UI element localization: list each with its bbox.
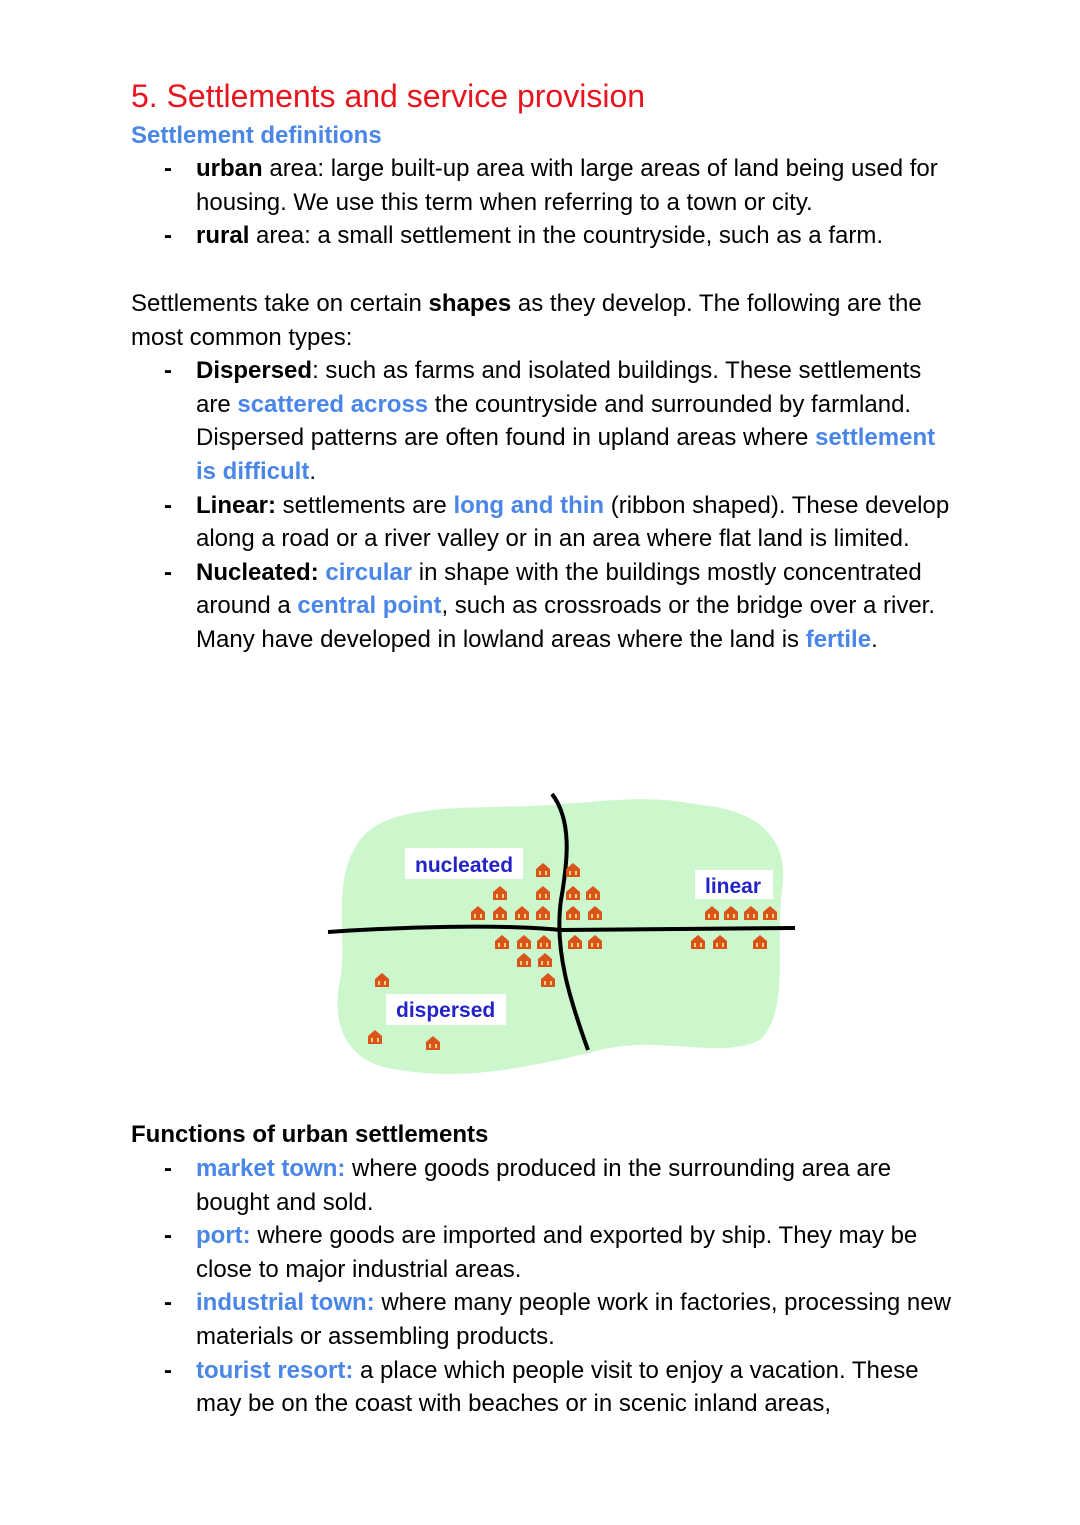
list-item: - market town: where goods produced in the surrounding area are bought and sold. — [131, 1152, 961, 1219]
label-nucleated: nucleated — [415, 854, 514, 877]
list-item-linear: - Linear: settlements are long and thin (ribbon shaped). These develop along a road or a river valley or in an area where flat land is limited. — [131, 489, 961, 556]
list-item: - industrial town: where many people work in factories, processing new materials or assembling products. — [131, 1286, 961, 1353]
label-linear: linear — [705, 875, 762, 898]
paragraph: Settlements take on certain shapes as they develop. The following are the most common types: — [131, 290, 922, 351]
functions-list — [131, 1152, 961, 1421]
settlement-patterns-diagram — [320, 780, 810, 1080]
label-dispersed: dispersed — [396, 999, 496, 1022]
list-item: - urban area: large built-up area with large areas of land being used for housing. We use this term when referring to a town or city. — [131, 152, 961, 219]
page-title: 5. Settlements and service provision — [131, 78, 646, 114]
definitions-list — [131, 152, 961, 253]
list-item-dispersed: - Dispersed: such as farms and isolated buildings. These settlements are scattered across the countryside and surrounded by farmland. Dispersed patterns are often found in upland areas where settlement is difficult. — [131, 354, 961, 488]
list-item-nucleated: - Nucleated: circular in shape with the buildings mostly concentrated around a central point, such as crossroads or the bridge over a river. Many have developed in lowland areas where the land is fertile. — [131, 556, 961, 657]
list-item: - port: where goods are imported and exported by ship. They may be close to major industrial areas. — [131, 1219, 961, 1286]
section-heading: Functions of urban settlements — [131, 1121, 489, 1148]
list-item: - tourist resort: a place which people visit to enjoy a vacation. These may be on the coast with beaches or in scenic inland areas, — [131, 1354, 961, 1421]
list-item: - rural area: a small settlement in the countryside, such as a farm. — [131, 219, 961, 253]
shapes-section — [131, 287, 961, 657]
section-heading: Settlement definitions — [131, 122, 382, 149]
